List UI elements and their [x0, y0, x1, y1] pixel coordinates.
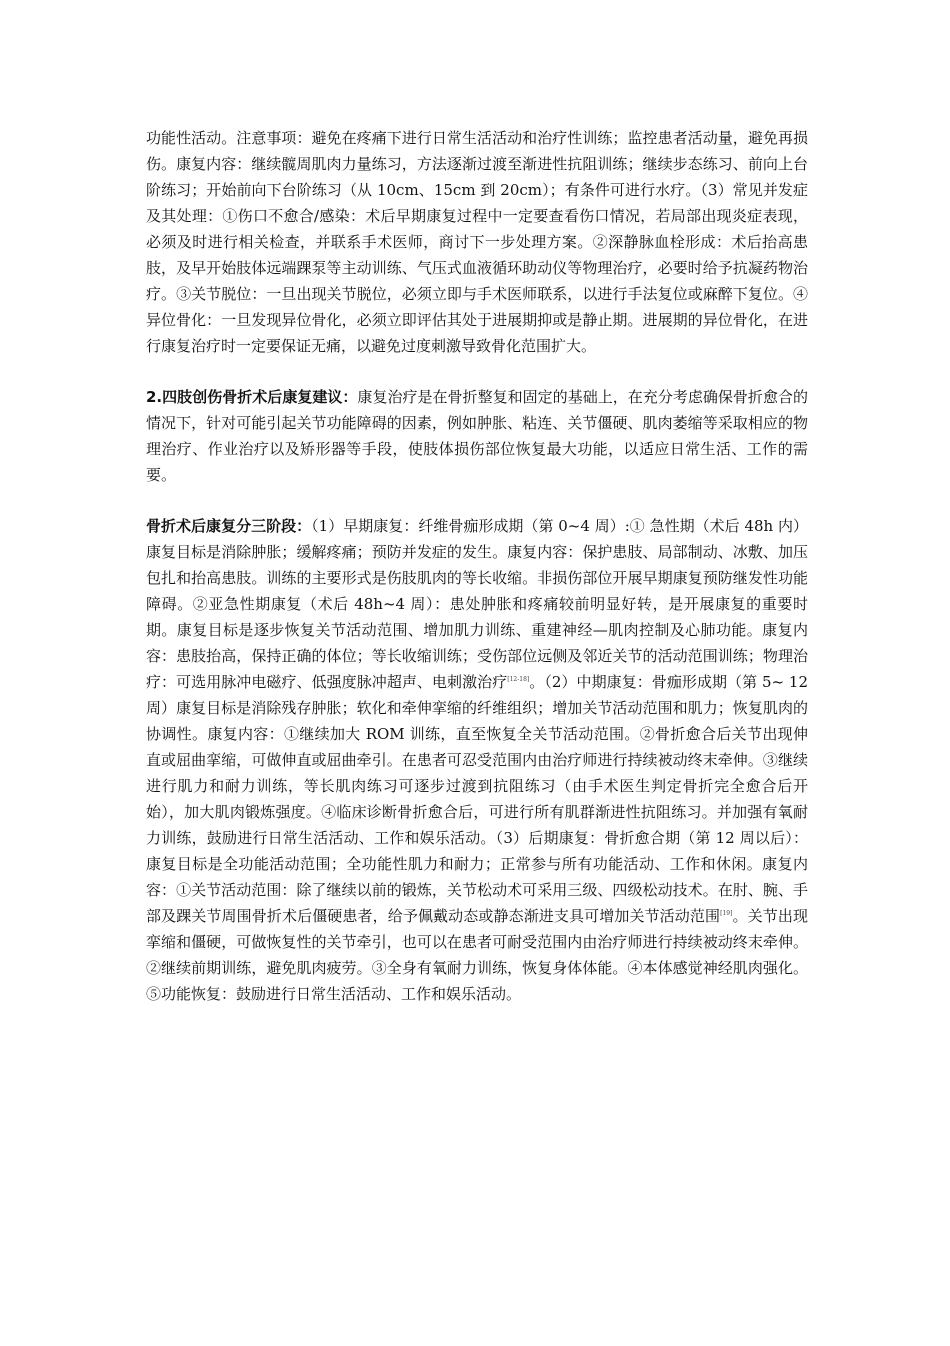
paragraph-complications: [146, 125, 808, 359]
document-body: [146, 125, 808, 1007]
paragraph-text: 。（2）中期康复：骨痂形成期（第 5~ 12 周）康复目标是消除残存肿胀；软化和牵伸挛缩的纤维组织；增加关节活动范围和肌力；恢复肌肉的协调性。康复内容：①继续加大 ROM 训练，直至恢复全关节活动范围。②骨折愈合后关节出现伸直或屈曲挛缩，可做伸直或屈曲牵引。在患者可忍受范围内由治疗师进行持续被动终末牵伸。③继续进行肌力和耐力训练，等长肌肉练习可逐步过渡到抗阻练习（由手术医生判定骨折完全愈合后开始），加大肌肉锻炼强度。④临床诊断骨折愈合后，可进行所有肌群渐进性抗阻练习。并加强有氧耐力训练，鼓励进行日常生活活动、工作和娱乐活动。（3）后期康复：骨折愈合期（第 12 周以后）：康复目标是全功能活动范围；全功能性肌力和耐力；正常参与所有功能活动、工作和休闲。康复内容：①关节活动范围：除了继续以前的锻炼，关节松动术可采用三级、四级松动技术。在肘、腕、手部及踝关节周围骨折术后僵硬患者，给予佩戴动态或静态渐进支具可增加关节活动范围: [146, 673, 808, 925]
paragraph-limb-fracture-advice: [146, 384, 808, 488]
section-heading-limb-fracture: 2.四肢创伤骨折术后康复建议：: [146, 388, 358, 406]
paragraph-text: （1）早期康复：纤维骨痂形成期（第 0~4 周）:① 急性期（术后 48h 内）康复目标是消除肿胀；缓解疼痛；预防并发症的发生。康复内容：保护患肢、局部制动、冰敷、加压包扎和抬高患肢。训练的主要形式是伤肢肌肉的等长收缩。非损伤部位开展早期康复预防继发性功能障碍。②亚急性期康复（术后 48h~4 周）：患处肿胀和疼痛较前明显好转，是开展康复的重要时期。康复目标是逐步恢复关节活动范围、增加肌力训练、重建神经—肌肉控制及心肺功能。康复内容：患肢抬高，保持正确的体位；等长收缩训练；受伤部位远侧及邻近关节的活动范围训练；物理治疗：可选用脉冲电磁疗、低强度脉冲超声、电刺激治疗: [146, 517, 808, 691]
citation-superscript: [12-18]: [507, 676, 530, 683]
section-heading-three-stages: 骨折术后康复分三阶段：: [146, 517, 312, 535]
citation-superscript: [19]: [720, 910, 733, 917]
paragraph-text: 功能性活动。注意事项：避免在疼痛下进行日常生活活动和治疗性训练；监控患者活动量，避免再损伤。康复内容：继续髋周肌肉力量练习，方法逐渐过渡至渐进性抗阻训练；继续步态练习、前向上台阶练习；开始前向下台阶练习（从 10cm、15cm 到 20cm）；有条件可进行水疗。（3）常见并发症及其处理：①伤口不愈合/感染：术后早期康复过程中一定要查看伤口情况，若局部出现炎症表现，必须及时进行相关检查，并联系手术医师，商讨下一步处理方案。②深静脉血栓形成：术后抬高患肢，及早开始肢体远端踝泵等主动训练、气压式血液循环助动仪等物理治疗，必要时给予抗凝药物治疗。③关节脱位：一旦出现关节脱位，必须立即与手术医师联系，以进行手法复位或麻醉下复位。④异位骨化：一旦发现异位骨化，必须立即评估其处于进展期抑或是静止期。进展期的异位骨化，在进行康复治疗时一定要保证无痛，以避免过度刺激导致骨化范围扩大。: [146, 129, 808, 355]
paragraph-text: 康复治疗是在骨折整复和固定的基础上，在充分考虑确保骨折愈合的情况下，针对可能引起关节功能障碍的因素，例如肿胀、粘连、关节僵硬、肌肉萎缩等采取相应的物理治疗、作业治疗以及矫形器等手段，使肢体损伤部位恢复最大功能，以适应日常生活、工作的需要。: [146, 388, 808, 484]
paragraph-text: 。关节出现挛缩和僵硬，可做恢复性的关节牵引，也可以在患者可耐受范围内由治疗师进行持续被动终末牵伸。②继续前期训练，避免肌肉疲劳。③全身有氧耐力训练，恢复身体体能。④本体感觉神经肌肉强化。⑤功能恢复：鼓励进行日常生活活动、工作和娱乐活动。: [146, 907, 808, 1003]
paragraph-three-stages: [146, 513, 808, 1007]
